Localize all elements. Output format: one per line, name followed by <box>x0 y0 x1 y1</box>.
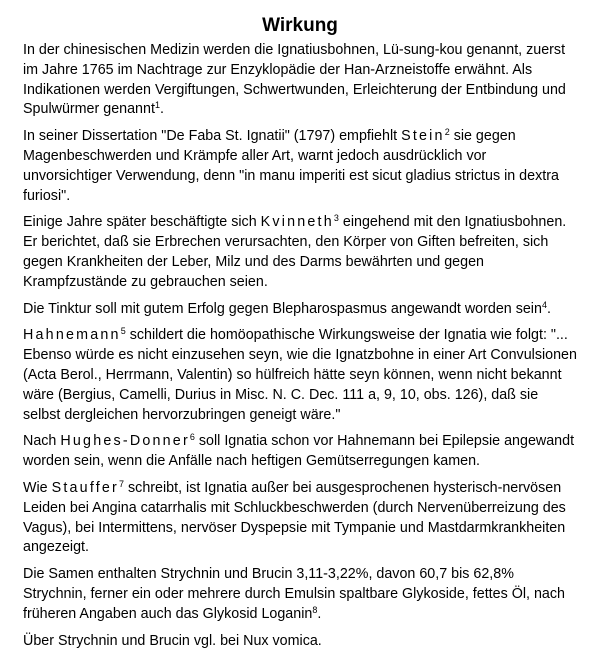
footnote-ref[interactable]: 7 <box>119 478 125 489</box>
footnote-ref[interactable]: 3 <box>333 213 339 224</box>
paragraph-samen: Die Samen enthalten Strychnin und Brucin 3,11-3,22%, davon 60,7 bis 62,8% Strychnin, ferner ein oder mehrere durch Emulsin spaltbare Glykoside, fettes Öl, nach früheren Angaben auch das Glykosid Loganin$^8$. <box>23 566 565 622</box>
paragraph-hughes-donner: Nach Hughes-Donner$^6$ soll Ignatia schon vor Hahnemann bei Epilepsie angewandt worden sein, wenn die Anfälle nach heftigen Gemütserregungen kamen. <box>23 432 575 470</box>
author-name: Hughes-Donner <box>60 433 190 450</box>
footnote-ref[interactable]: 8 <box>312 604 318 615</box>
section-heading: Wirkung <box>262 15 338 36</box>
paragraph-kvinneth: Einige Jahre später beschäftigte sich Kvinneth$^3$ eingehend mit den Ignatiusbohnen. Er berichtet, daß sie Erbrechen verursachten, den Körper von Giften befreiten, sich gegen Krankheiten der Leber, Milz und des Darms bewährten und gegen Krampfzustände zu gebrauchen seien. <box>23 213 567 290</box>
paragraph-stauffer: Wie Stauffer$^7$ schreibt, ist Ignatia außer bei ausgesprochenen hysterisch-nervösen Leiden bei Angina catarrhalis mit Schluckbeschwerden (durch Nervenüberreizung des Vagus), bei Intermittens, nervöser Dyspepsie mit Tympanie und Mastdarmkrankheiten angezeigt. <box>23 478 566 556</box>
footnote-ref[interactable]: 5 <box>120 326 126 337</box>
paragraph-text: In der chinesischen Medizin werden die Ignatiusbohnen, Lü-sung-kou genannt, zuerst im Jahre 1765 im Nachtrage zur Enzyklopädie der Han-Arzneistoffe erwähnt. Als Indikationen werden Vergiftungen, Schwertwunden, Erleichterung der Entbindung und Spulwürmer genannt <box>23 42 566 118</box>
paragraph-chinese-medicine: In der chinesischen Medizin werden die Ignatiusbohnen, Lü-sung-kou genannt, zuerst im Jahre 1765 im Nachtrage zur Enzyklopädie der Han-Arzneistoffe erwähnt. Als Indikationen werden Vergiftungen, Schwertwunden, Erleichterung der Entbindung und Spulwürmer genannt$^1$. <box>23 42 566 118</box>
paragraph-cross-reference: Über Strychnin und Brucin vgl. bei Nux vomica. <box>23 632 322 649</box>
author-name: Hahnemann <box>23 327 121 344</box>
paragraph-stein: In seiner Dissertation "De Faba St. Ignatii" (1797) empfiehlt Stein$^2$ sie gegen Magenbeschwerden und Krämpfe aller Art, warnt jedoch ausdrücklich vor unvorsichtiger Verwendung, denn "in manu imperiti est sicut gladius strictus in dextra furiosi". <box>23 127 559 204</box>
author-name: Stauffer <box>51 479 120 496</box>
footnote-ref[interactable]: 1 <box>154 100 160 111</box>
paragraph-tinktur: Die Tinktur soll mit gutem Erfolg gegen Blepharospasmus angewandt worden sein$^4$. <box>23 299 551 317</box>
footnote-ref[interactable]: 2 <box>444 127 450 138</box>
author-name: Stein <box>401 128 445 145</box>
footnote-ref[interactable]: 4 <box>541 299 547 310</box>
paragraph-hahnemann: Hahnemann$^5$ schildert die homöopathische Wirkungsweise der Ignatia wie folgt: "... Ebenso würde es nicht einzusehen seyn, wie die Ignatzbohne in einer Art Convulsionen (Acta Berol., Herrmann, Valentin) so hülfreich hätte seyn können, wenn nicht bekannt wäre (Bergius, Camelli, Durius in Misc. N. C. Dec. 111 a, 9, 10, obs. 126), daß sie selbst dergleichen hervorzubringen geneigt wäre." <box>23 326 577 423</box>
author-name: Kvinneth <box>260 214 334 231</box>
footnote-ref[interactable]: 6 <box>189 432 195 443</box>
